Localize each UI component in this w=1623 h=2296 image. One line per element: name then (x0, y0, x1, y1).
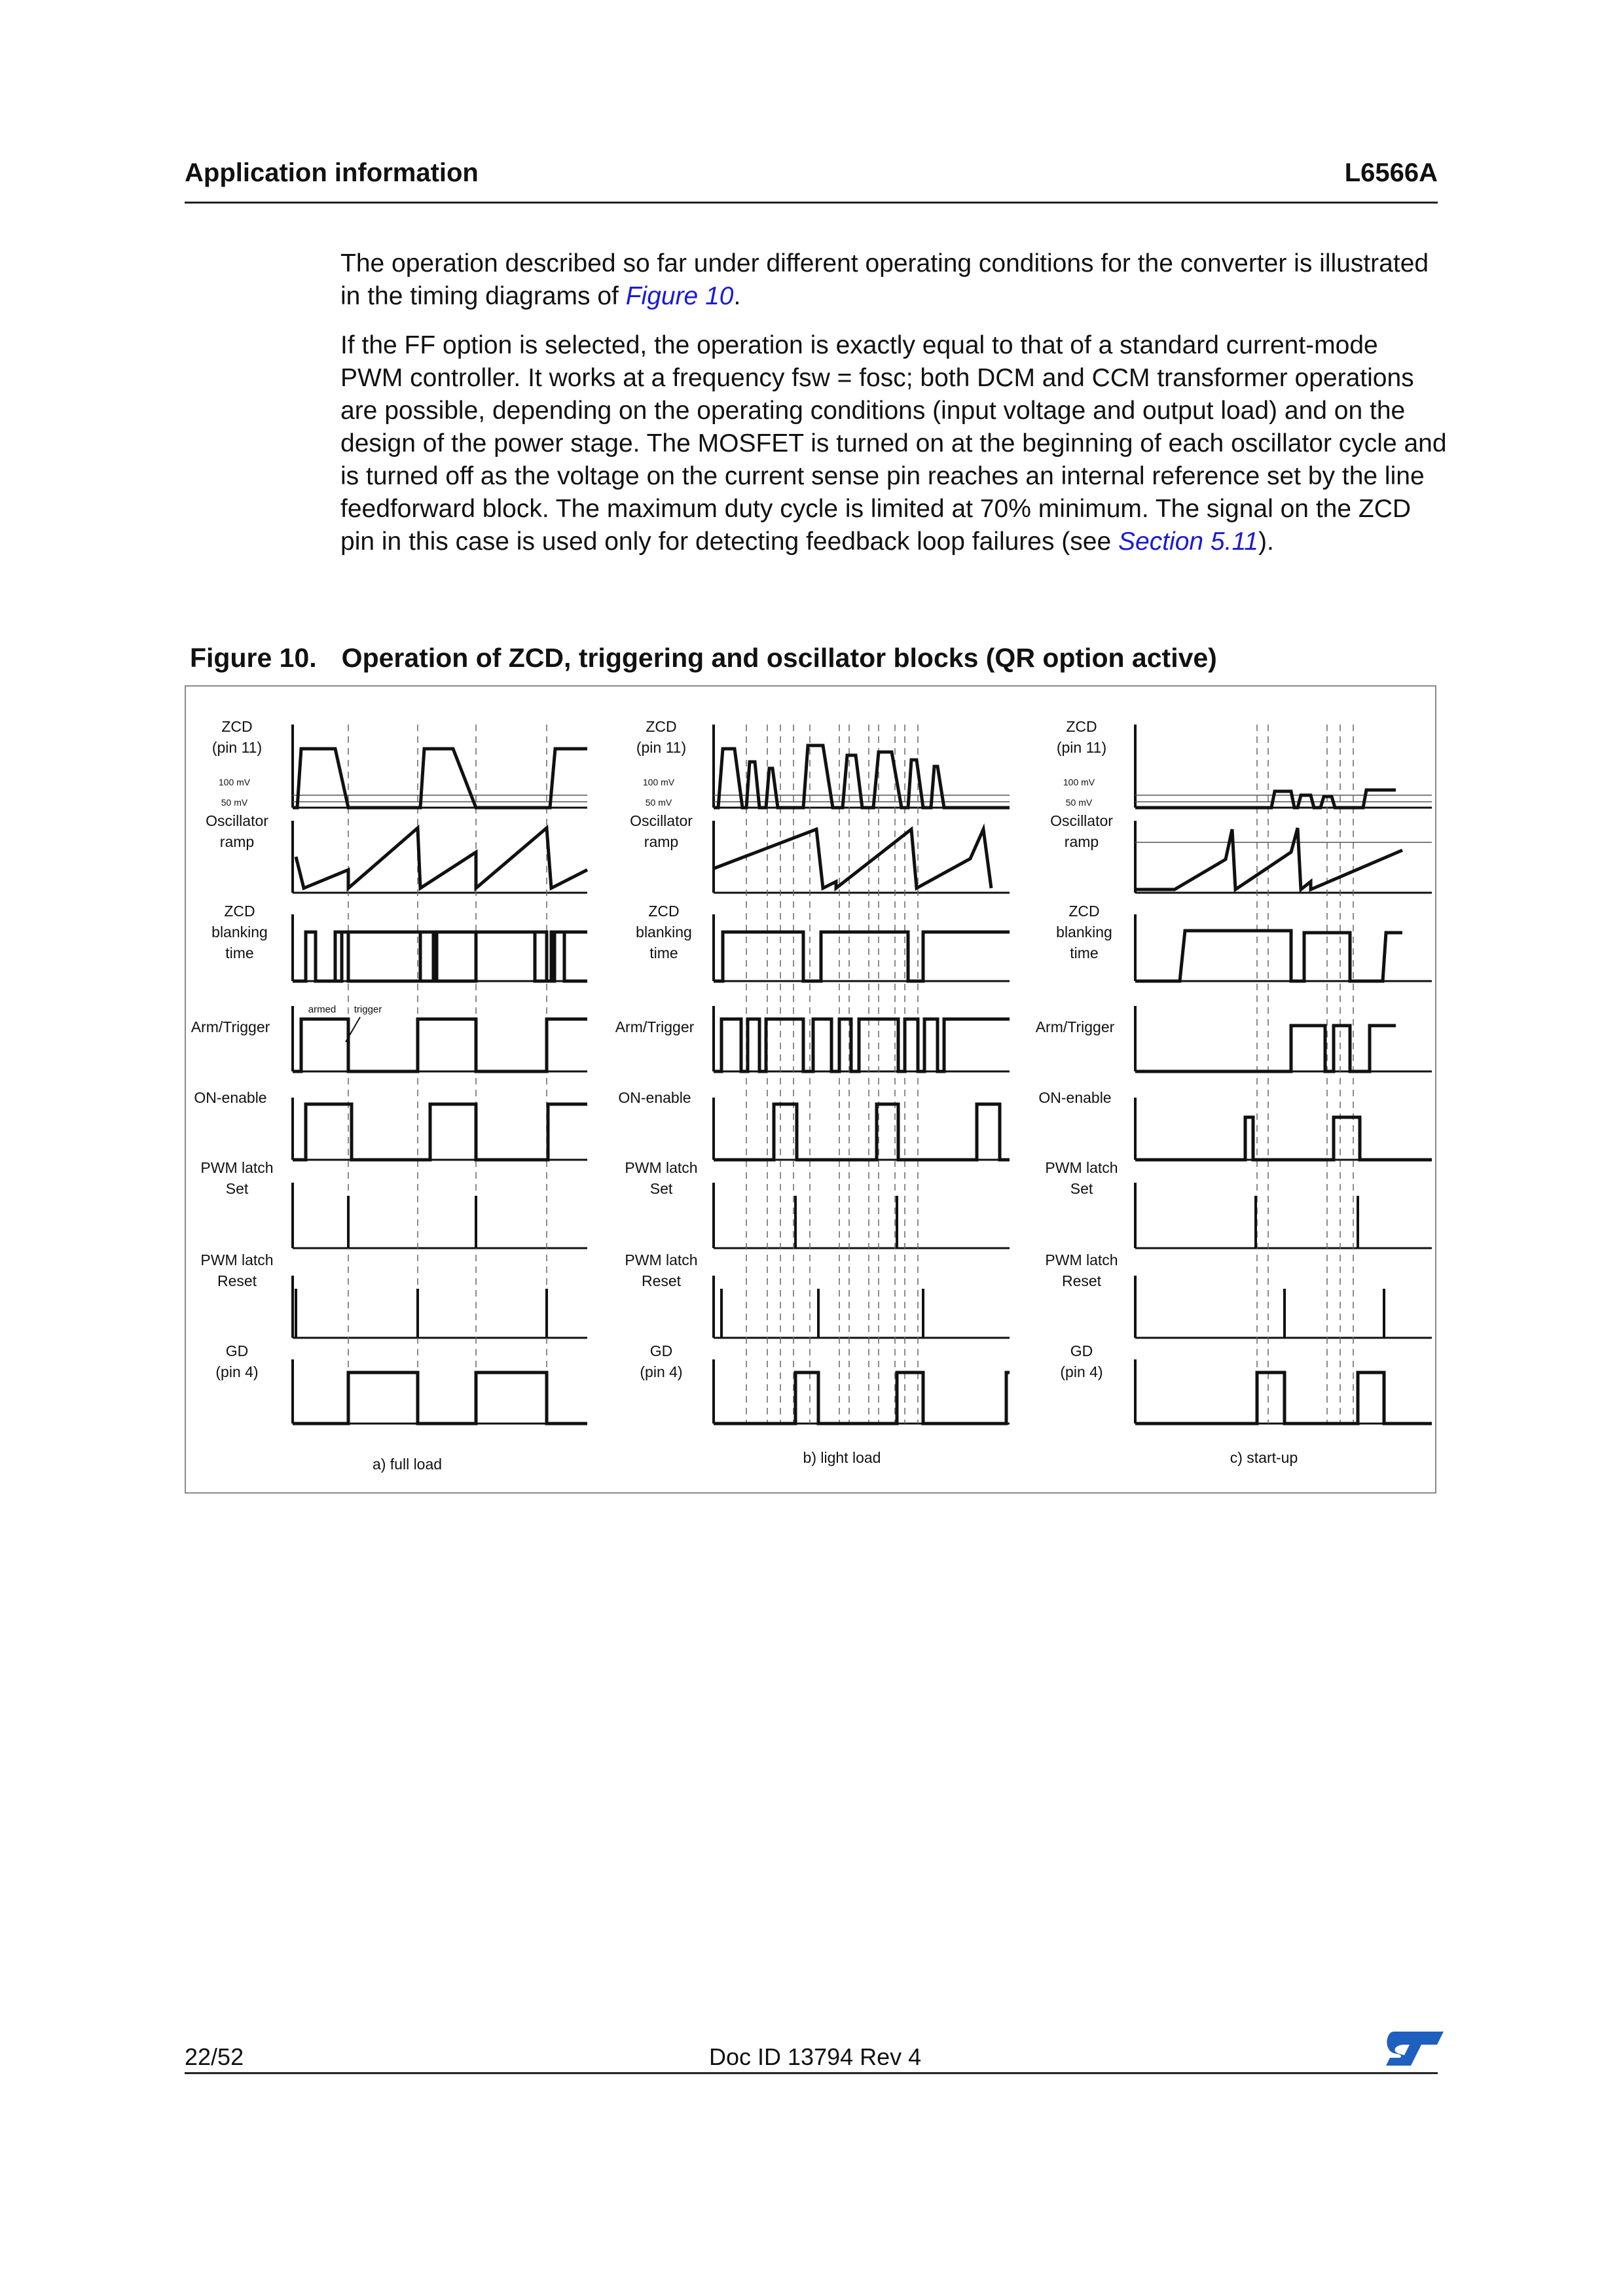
label-osc-a: Oscillator (206, 812, 268, 829)
label-blank-b: ZCD (648, 903, 680, 920)
paragraph-2 (340, 329, 1447, 558)
label-osc-b: Oscillator (630, 812, 693, 829)
page-number: 22/52 (185, 2043, 244, 2070)
header-rule (185, 202, 1438, 204)
osc-ramp-a (296, 828, 587, 888)
label-blank-a: ZCD (224, 903, 255, 920)
label-on-c: ON-enable (1038, 1089, 1112, 1106)
label-blank-2-c: blanking (1056, 924, 1112, 941)
paragraph-1-end: . (733, 282, 741, 310)
label-set-b: PWM latch (625, 1159, 698, 1176)
label-osc-ramp-a: ramp (219, 833, 255, 850)
label-reset-c: PWM latch (1045, 1251, 1118, 1268)
label-osc-ramp-c: ramp (1064, 833, 1099, 850)
paragraph-2-end: ). (1258, 528, 1274, 556)
label-blank-2-a: blanking (211, 924, 268, 941)
annotation-armed: armed (308, 1004, 337, 1015)
zcd-waveform-c (1135, 790, 1396, 808)
paragraph-1 (340, 247, 1447, 313)
label-reset-2-b: Reset (641, 1272, 682, 1289)
label-gd-b: GD (649, 1342, 673, 1359)
label-arm-b: Arm/Trigger (615, 1018, 695, 1035)
label-osc-ramp-b: ramp (644, 833, 679, 850)
st-logo-mark (1386, 2032, 1444, 2066)
osc-ramp-b (714, 829, 991, 888)
caption-a: a) full load (372, 1456, 443, 1473)
label-osc-c: Oscillator (1050, 812, 1113, 829)
label-100mv-c: 100 mV (1063, 777, 1095, 787)
doc-id: Doc ID 13794 Rev 4 (709, 2043, 922, 2070)
label-zcd-pin-a: (pin 11) (211, 739, 263, 756)
header-section-title: Application information (185, 158, 479, 187)
label-zcd-pin-c: (pin 11) (1056, 739, 1107, 756)
label-gd-a: GD (225, 1342, 249, 1359)
figure-10-link[interactable]: Figure 10 (625, 282, 734, 310)
figure-title (190, 643, 1217, 673)
st-logo (1385, 2028, 1445, 2068)
gd-b (714, 1372, 1010, 1424)
zcd-waveform-a (293, 749, 587, 808)
label-set-2-c: Set (1070, 1180, 1093, 1197)
label-set-a: PWM latch (200, 1159, 274, 1176)
label-blank-2-b: blanking (636, 924, 692, 941)
label-gd-pin-b: (pin 4) (640, 1363, 683, 1380)
paragraph-2-text: If the FF option is selected, the operation is exactly equal to that of a standard current-mode PWM controller. It works at a frequency fsw = fosc; both DCM and CCM transformer operations are possible, depending on the operating conditions (input voltage and output load) and on the design of the power stage. The MOSFET is turned on at the beginning of each oscillator cycle and is turned off as the voltage on the current sense pin reaches an internal reference set by the line feedforward block. The maximum duty cycle is limited at 70% minimum. The signal on the ZCD pin in this case is used only for detecting feedback loop failures (see (340, 331, 1447, 556)
label-gd-pin-c: (pin 4) (1060, 1363, 1103, 1380)
annotation-trigger: trigger (354, 1004, 382, 1015)
timing-diagram (185, 685, 1436, 1494)
label-reset-b: PWM latch (625, 1251, 698, 1268)
label-blank-3-b: time (649, 944, 678, 961)
on-enable-c (1135, 1117, 1432, 1160)
label-set-2-a: Set (225, 1180, 249, 1197)
label-100mv-b: 100 mV (642, 777, 675, 787)
figure-caption: Operation of ZCD, triggering and oscillator blocks (QR option active) (341, 643, 1217, 673)
label-arm-a: Arm/Trigger (191, 1018, 270, 1035)
arm-trigger-c (1135, 1026, 1396, 1071)
zcd-blank-c (1135, 931, 1402, 981)
label-50mv-c: 50 mV (1065, 797, 1093, 808)
label-zcd-a: ZCD (221, 718, 253, 735)
label-100mv-a: 100 mV (218, 777, 251, 787)
section-5-11-link[interactable]: Section 5.11 (1118, 528, 1258, 556)
gd-a (293, 1372, 587, 1424)
label-blank-3-a: time (225, 944, 254, 961)
paragraph-1-text: The operation described so far under different operating conditions for the converter is illustrated in the timing diagrams of (340, 249, 1429, 310)
on-enable-a (293, 1104, 587, 1160)
label-set-2-b: Set (649, 1180, 673, 1197)
arm-trigger-b (714, 1019, 1010, 1071)
label-arm-c: Arm/Trigger (1035, 1018, 1115, 1035)
label-reset-2-a: Reset (217, 1272, 257, 1289)
footer-rule (185, 2072, 1438, 2074)
label-on-a: ON-enable (194, 1089, 267, 1106)
label-zcd-pin-b: (pin 11) (636, 739, 687, 756)
caption-c: c) start-up (1230, 1449, 1298, 1466)
gd-c (1135, 1372, 1432, 1424)
label-reset-2-c: Reset (1061, 1272, 1102, 1289)
zcd-waveform-b (714, 745, 1010, 808)
caption-b: b) light load (803, 1449, 881, 1466)
label-gd-c: GD (1070, 1342, 1093, 1359)
label-on-b: ON-enable (618, 1089, 691, 1106)
osc-ramp-c (1135, 828, 1402, 889)
label-reset-a: PWM latch (200, 1251, 274, 1268)
on-enable-b (714, 1104, 1010, 1160)
label-blank-c: ZCD (1068, 903, 1100, 920)
label-zcd-b: ZCD (646, 718, 677, 735)
figure-number: Figure 10. (190, 643, 317, 673)
label-set-c: PWM latch (1045, 1159, 1118, 1176)
arm-trigger-a (293, 1019, 587, 1071)
zcd-blank-a (293, 932, 587, 981)
label-blank-3-c: time (1070, 944, 1099, 961)
label-50mv-a: 50 mV (221, 797, 248, 808)
label-50mv-b: 50 mV (645, 797, 672, 808)
label-zcd-c: ZCD (1066, 718, 1097, 735)
zcd-blank-b (714, 932, 1010, 981)
label-gd-pin-a: (pin 4) (215, 1363, 259, 1380)
header-part-number: L6566A (1344, 158, 1438, 187)
